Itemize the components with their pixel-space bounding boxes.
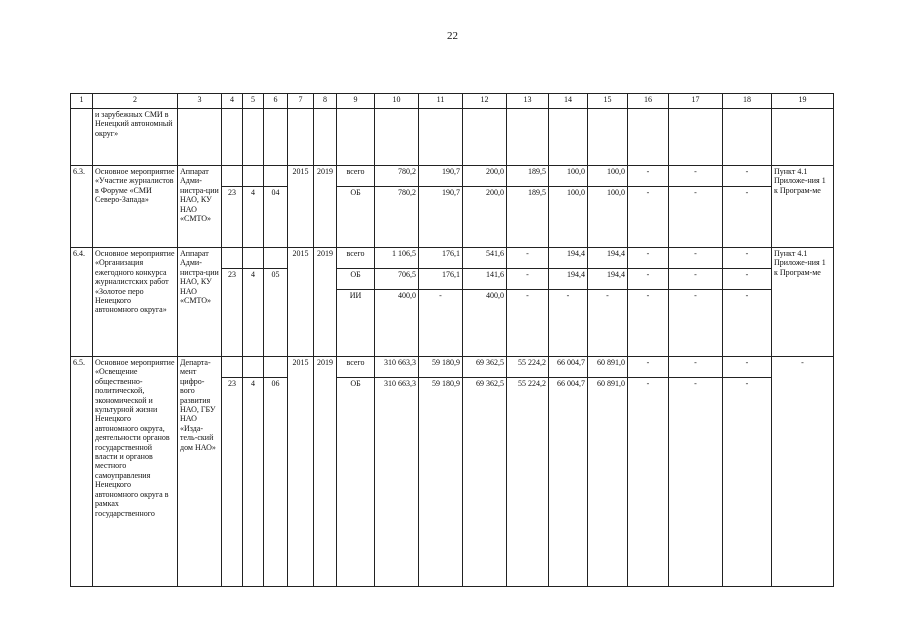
end-year-cell: 2019 — [314, 248, 337, 357]
budget-code-cell: 23 — [222, 187, 243, 248]
amount-cell: 100,0 — [549, 166, 588, 187]
executor-cell: Департа-мент цифро-вого развития НАО, ГБУ НАО «Изда-тель-ский дом НАО» — [178, 357, 222, 587]
budget-code-cell: 04 — [264, 187, 288, 248]
activity-name-cell: и зарубежных СМИ в Ненецкий автономный округ» — [93, 109, 178, 166]
budget-code-cell: 05 — [264, 269, 288, 357]
amount-cell: - — [628, 290, 669, 357]
empty-cell — [243, 109, 264, 166]
note-cell: Пункт 4.1 Приложе-ния 1 к Програм-ме — [772, 166, 834, 248]
header-row — [71, 94, 834, 109]
amount-cell: 59 180,9 — [419, 378, 463, 587]
amount-cell: 60 891,0 — [588, 357, 628, 378]
amount-cell: 176,1 — [419, 248, 463, 269]
header-cell: 9 — [337, 94, 375, 109]
empty-cell — [419, 109, 463, 166]
empty-cell — [628, 109, 669, 166]
amount-cell: - — [549, 290, 588, 357]
activity-number-cell: 6.3. — [71, 166, 93, 248]
header-cell: 13 — [507, 94, 549, 109]
empty-cell — [337, 109, 375, 166]
amount-cell: 194,4 — [588, 248, 628, 269]
empty-cell — [723, 109, 772, 166]
amount-cell: 780,2 — [375, 166, 419, 187]
table-body — [71, 94, 834, 587]
empty-cell — [588, 109, 628, 166]
amount-cell: 1 106,5 — [375, 248, 419, 269]
amount-cell: 194,4 — [549, 269, 588, 290]
amount-cell: 141,6 — [463, 269, 507, 290]
amount-cell: - — [723, 248, 772, 269]
amount-cell: 194,4 — [588, 269, 628, 290]
amount-cell: - — [669, 248, 723, 269]
amount-cell: - — [628, 248, 669, 269]
activity-name-cell: Основное мероприятие «Освещение общественно-политической, экономической и культурной жизни Ненецкого автономного округа, деятельности органов государственной власти и органов местного самоуправления Ненецкого автономного округа в рамках государственного — [93, 357, 178, 587]
budget-code-cell: 23 — [222, 269, 243, 357]
empty-cell — [463, 109, 507, 166]
header-cell: 7 — [288, 94, 314, 109]
amount-cell: 541,6 — [463, 248, 507, 269]
page-number: 22 — [447, 30, 458, 42]
header-cell: 1 — [71, 94, 93, 109]
activity-name-cell: Основное мероприятие «Участие журналистов в Форуме «СМИ Северо-Запада» — [93, 166, 178, 248]
amount-cell: - — [723, 290, 772, 357]
empty-cell — [222, 109, 243, 166]
header-cell: 12 — [463, 94, 507, 109]
amount-cell: 400,0 — [463, 290, 507, 357]
end-year-cell: 2019 — [314, 357, 337, 587]
funding-source-cell: ОБ — [337, 187, 375, 248]
amount-cell: 66 004,7 — [549, 357, 588, 378]
start-year-cell: 2015 — [288, 248, 314, 357]
header-cell: 10 — [375, 94, 419, 109]
header-cell: 17 — [669, 94, 723, 109]
funding-source-cell: всего — [337, 248, 375, 269]
amount-cell: 706,5 — [375, 269, 419, 290]
empty-cell — [669, 109, 723, 166]
empty-cell — [264, 109, 288, 166]
executor-cell: Аппарат Адми-нистра-ции НАО, КУ НАО «СМТО» — [178, 248, 222, 357]
amount-cell: 66 004,7 — [549, 378, 588, 587]
amount-cell: - — [723, 166, 772, 187]
amount-cell: - — [723, 378, 772, 587]
amount-cell: - — [669, 269, 723, 290]
header-cell: 16 — [628, 94, 669, 109]
header-cell: 6 — [264, 94, 288, 109]
empty-cell — [549, 109, 588, 166]
amount-cell: 60 891,0 — [588, 378, 628, 587]
table-row — [71, 248, 834, 269]
amount-cell: 59 180,9 — [419, 357, 463, 378]
empty-cell — [288, 109, 314, 166]
amount-cell: 194,4 — [549, 248, 588, 269]
empty-cell — [243, 166, 264, 187]
empty-cell — [264, 166, 288, 187]
empty-cell — [264, 357, 288, 378]
amount-cell: - — [588, 290, 628, 357]
amount-cell: 190,7 — [419, 187, 463, 248]
funding-source-cell: ИИ — [337, 290, 375, 357]
amount-cell: 100,0 — [588, 187, 628, 248]
funding-source-cell: всего — [337, 166, 375, 187]
amount-cell: - — [507, 290, 549, 357]
amount-cell: 69 362,5 — [463, 378, 507, 587]
amount-cell: 69 362,5 — [463, 357, 507, 378]
amount-cell: - — [628, 357, 669, 378]
table-row — [71, 166, 834, 187]
empty-cell — [507, 109, 549, 166]
table-row — [71, 357, 834, 378]
amount-cell: - — [628, 269, 669, 290]
amount-cell: 100,0 — [588, 166, 628, 187]
header-cell: 19 — [772, 94, 834, 109]
amount-cell: 176,1 — [419, 269, 463, 290]
amount-cell: - — [507, 248, 549, 269]
funding-source-cell: ОБ — [337, 269, 375, 290]
funding-source-cell: всего — [337, 357, 375, 378]
amount-cell: - — [723, 357, 772, 378]
amount-cell: - — [628, 166, 669, 187]
empty-cell — [243, 248, 264, 269]
amount-cell: 190,7 — [419, 166, 463, 187]
amount-cell: 189,5 — [507, 187, 549, 248]
header-cell: 2 — [93, 94, 178, 109]
amount-cell: - — [507, 269, 549, 290]
budget-code-cell: 4 — [243, 187, 264, 248]
amount-cell: - — [669, 166, 723, 187]
amount-cell: 400,0 — [375, 290, 419, 357]
activity-name-cell: Основное мероприятие «Организация ежегодного конкурса журналистских работ «Золотое перо Ненецкого автономного округа» — [93, 248, 178, 357]
program-activities-table — [70, 93, 834, 587]
empty-cell — [222, 166, 243, 187]
amount-cell: - — [669, 378, 723, 587]
amount-cell: 200,0 — [463, 187, 507, 248]
amount-cell: - — [669, 290, 723, 357]
activity-number-cell: 6.5. — [71, 357, 93, 587]
start-year-cell: 2015 — [288, 166, 314, 248]
empty-cell — [314, 109, 337, 166]
empty-cell — [178, 109, 222, 166]
empty-cell — [222, 248, 243, 269]
budget-code-cell: 06 — [264, 378, 288, 587]
amount-cell: 100,0 — [549, 187, 588, 248]
amount-cell: - — [628, 378, 669, 587]
activity-number-cell: 6.4. — [71, 248, 93, 357]
funding-source-cell: ОБ — [337, 378, 375, 587]
empty-cell — [243, 357, 264, 378]
empty-cell — [375, 109, 419, 166]
budget-code-cell: 4 — [243, 269, 264, 357]
amount-cell: 55 224,2 — [507, 357, 549, 378]
end-year-cell: 2019 — [314, 166, 337, 248]
header-cell: 11 — [419, 94, 463, 109]
amount-cell: 310 663,3 — [375, 357, 419, 378]
header-cell: 14 — [549, 94, 588, 109]
amount-cell: - — [669, 187, 723, 248]
empty-cell — [772, 109, 834, 166]
amount-cell: 200,0 — [463, 166, 507, 187]
amount-cell: - — [669, 357, 723, 378]
header-cell: 3 — [178, 94, 222, 109]
amount-cell: 189,5 — [507, 166, 549, 187]
continuation-row — [71, 109, 834, 166]
note-cell: - — [772, 357, 834, 587]
amount-cell: - — [628, 187, 669, 248]
header-cell: 8 — [314, 94, 337, 109]
amount-cell: 310 663,3 — [375, 378, 419, 587]
executor-cell: Аппарат Адми-нистра-ции НАО, КУ НАО «СМТО» — [178, 166, 222, 248]
empty-cell — [264, 248, 288, 269]
amount-cell: 55 224,2 — [507, 378, 549, 587]
header-cell: 4 — [222, 94, 243, 109]
amount-cell: - — [419, 290, 463, 357]
header-cell: 5 — [243, 94, 264, 109]
budget-code-cell: 23 — [222, 378, 243, 587]
empty-cell — [71, 109, 93, 166]
header-cell: 18 — [723, 94, 772, 109]
budget-code-cell: 4 — [243, 378, 264, 587]
header-cell: 15 — [588, 94, 628, 109]
amount-cell: 780,2 — [375, 187, 419, 248]
amount-cell: - — [723, 187, 772, 248]
amount-cell: - — [723, 269, 772, 290]
start-year-cell: 2015 — [288, 357, 314, 587]
note-cell: Пункт 4.1 Приложе-ния 1 к Програм-ме — [772, 248, 834, 357]
empty-cell — [222, 357, 243, 378]
